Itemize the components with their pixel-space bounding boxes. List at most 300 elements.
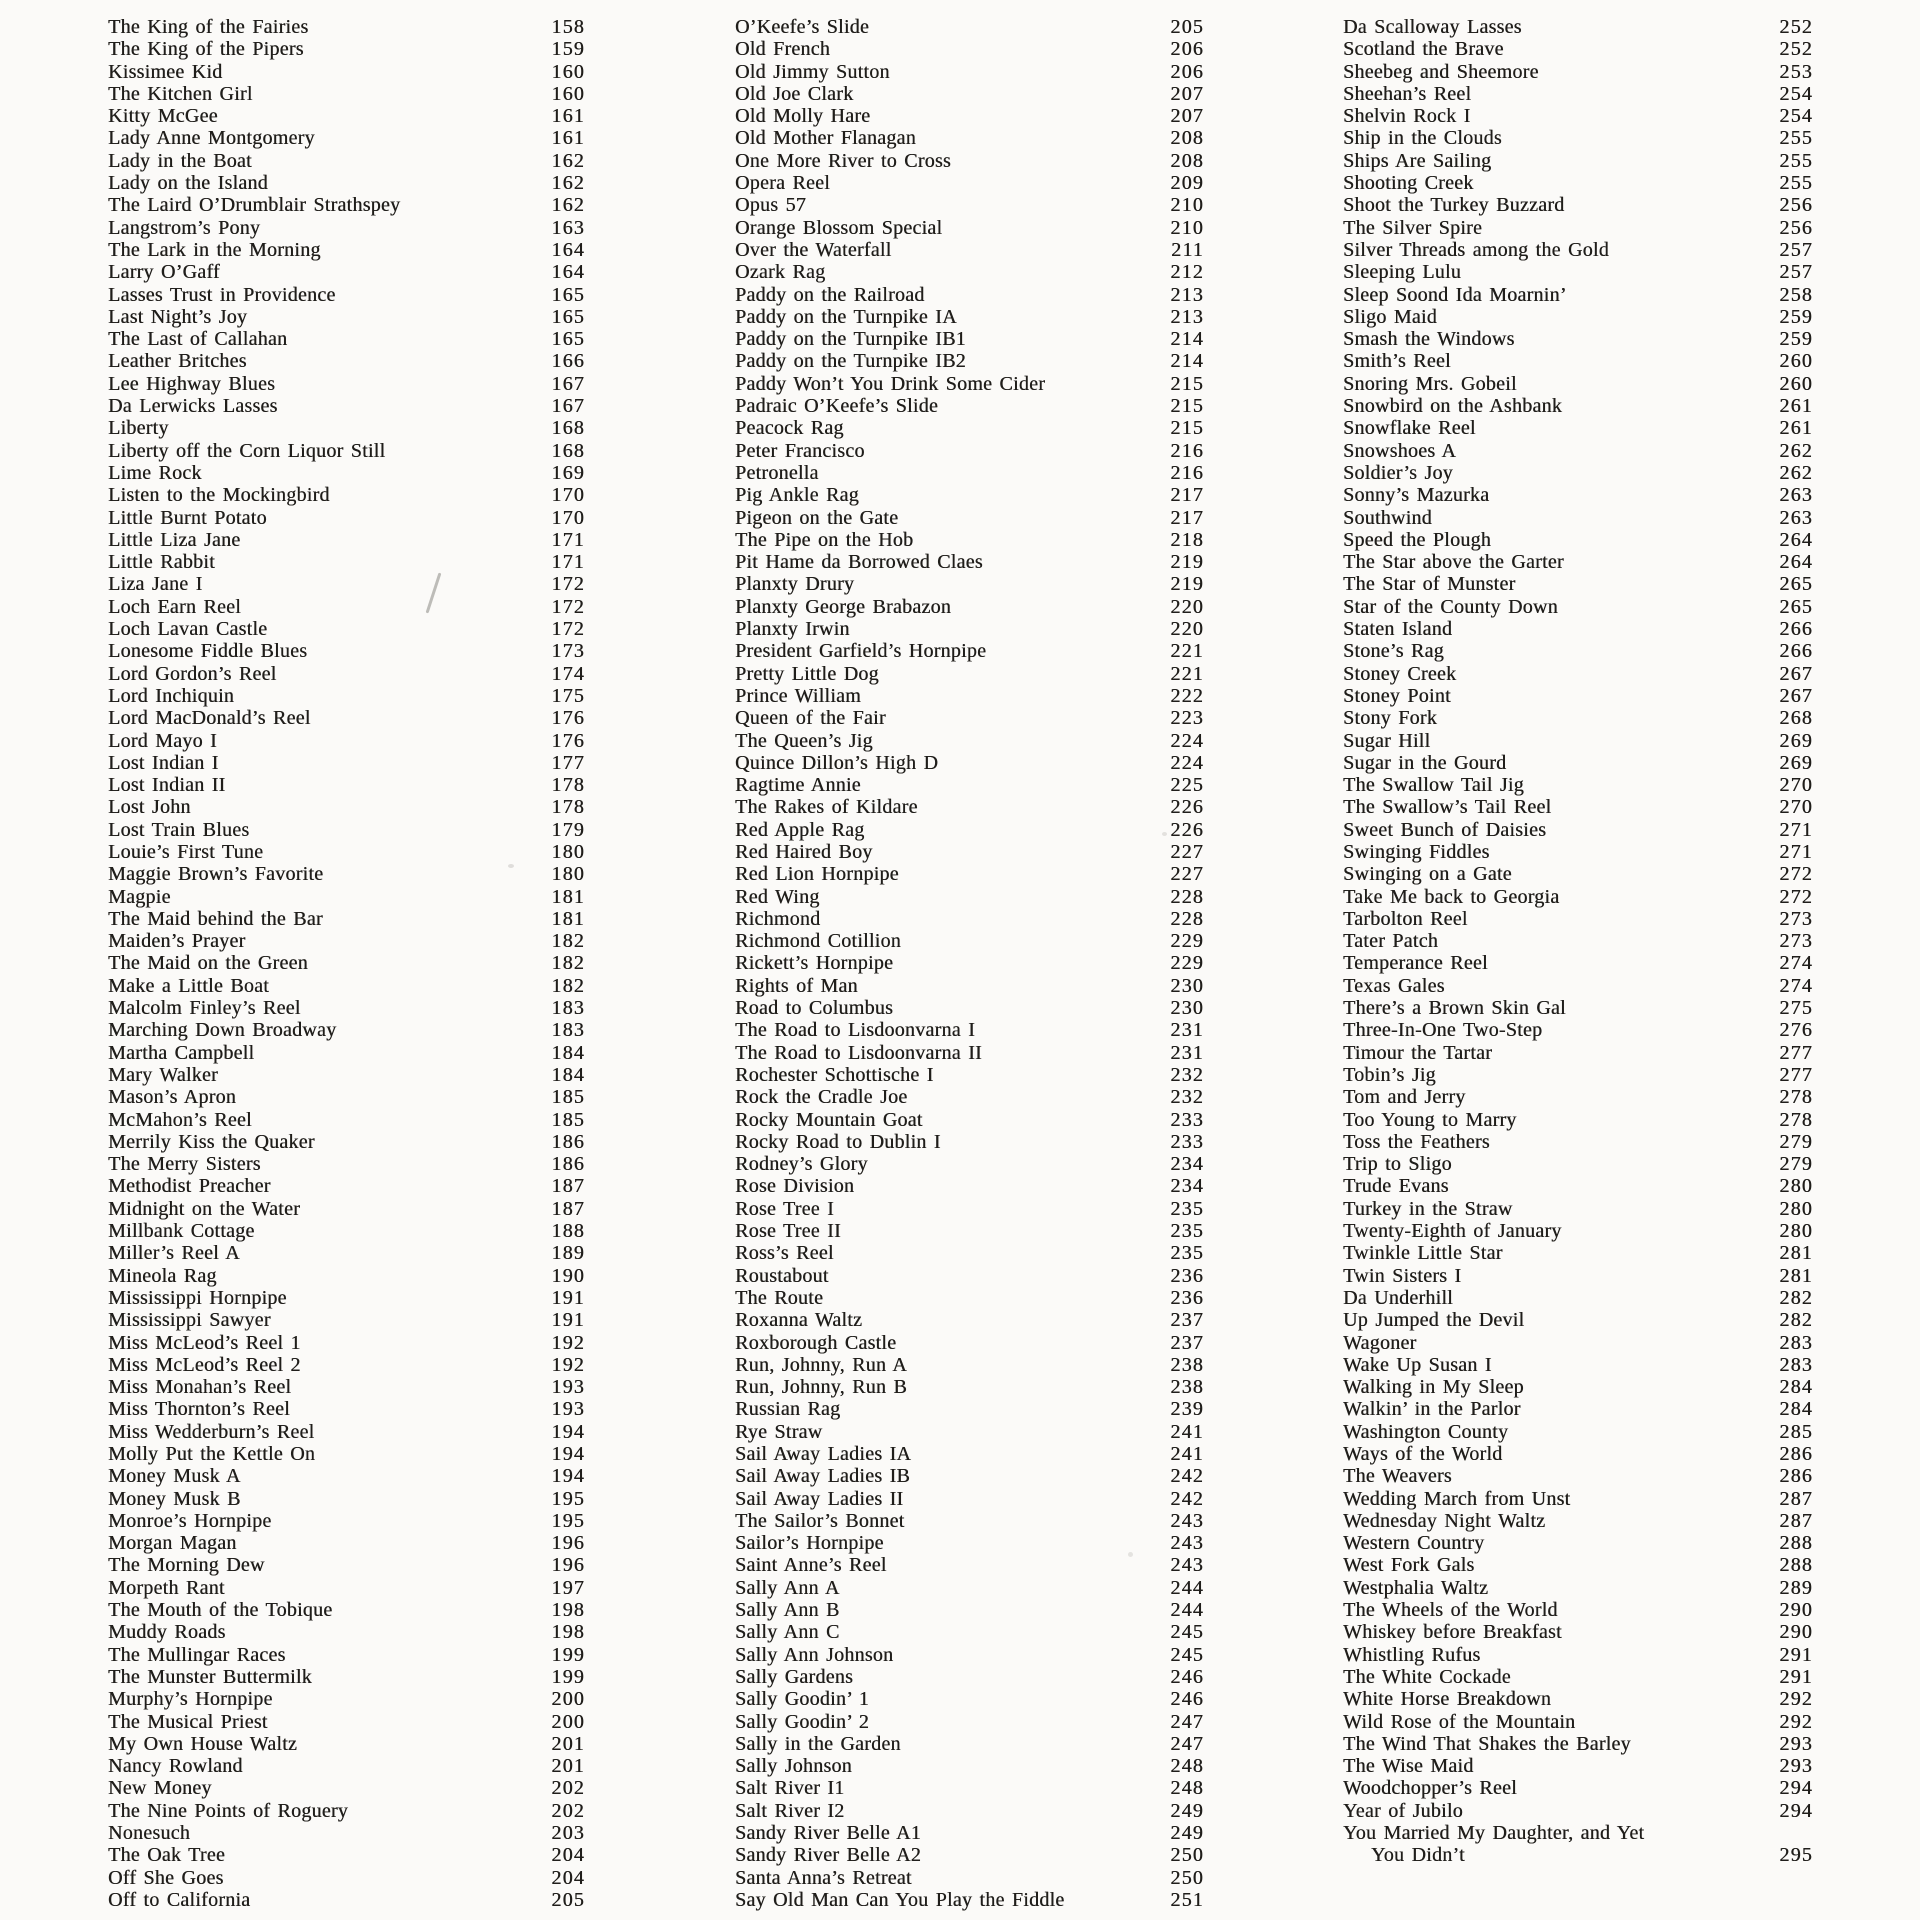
tune-page-number: 183 <box>551 1019 585 1042</box>
tune-title: Miller’s Reel A <box>108 1242 240 1265</box>
index-entry <box>108 1153 585 1175</box>
tune-title: Padraic O’Keefe’s Slide <box>735 395 939 418</box>
index-entry <box>735 105 1204 127</box>
tune-title: Sally in the Garden <box>735 1732 901 1755</box>
tune-title: Lee Highway Blues <box>108 372 276 395</box>
tune-page-number: 267 <box>1779 684 1813 707</box>
index-entry <box>735 663 1204 685</box>
tune-page-number: 163 <box>551 216 585 239</box>
tune-page-number: 237 <box>1170 1331 1204 1354</box>
tune-title: Take Me back to Georgia <box>1343 885 1560 908</box>
tune-page-number: 205 <box>551 1888 585 1911</box>
tune-title: The Maid on the Green <box>108 952 308 975</box>
tune-title: Da Lerwicks Lasses <box>108 395 278 418</box>
tune-page-number: 246 <box>1170 1665 1204 1688</box>
index-entry <box>735 1019 1204 1041</box>
tune-page-number: 294 <box>1779 1777 1813 1800</box>
tune-title: The Sailor’s Bonnet <box>735 1509 905 1532</box>
tune-title: Red Apple Rag <box>735 818 865 841</box>
index-entry <box>735 1867 1204 1889</box>
tune-title: Temperance Reel <box>1343 952 1488 975</box>
index-entry <box>735 529 1204 551</box>
index-entry <box>108 1844 585 1866</box>
index-entry <box>108 350 585 372</box>
tune-page-number: 166 <box>551 350 585 373</box>
index-entry <box>735 1354 1204 1376</box>
tune-title: Ragtime Annie <box>735 774 861 797</box>
index-entry <box>1343 640 1813 662</box>
index-entry <box>1343 1711 1813 1733</box>
tune-title: Sail Away Ladies IB <box>735 1465 910 1488</box>
tune-title: Toss the Feathers <box>1343 1130 1490 1153</box>
tune-title: Sally Ann A <box>735 1576 840 1599</box>
tune-title: Say Old Man Can You Play the Fiddle <box>735 1888 1065 1911</box>
tune-title: Old Mother Flanagan <box>735 127 916 150</box>
tune-title: Last Night’s Joy <box>108 305 248 328</box>
tune-title: Malcolm Finley’s Reel <box>108 997 301 1020</box>
index-entry <box>735 774 1204 796</box>
tune-page-number: 234 <box>1170 1175 1204 1198</box>
index-entry <box>735 38 1204 60</box>
tune-page-number: 282 <box>1779 1309 1813 1332</box>
index-entry <box>735 1688 1204 1710</box>
index-entry <box>108 1086 585 1108</box>
index-entry <box>1343 952 1813 974</box>
tune-page-number: 275 <box>1779 997 1813 1020</box>
tune-page-number: 162 <box>551 149 585 172</box>
index-entry <box>1343 462 1813 484</box>
index-entry <box>108 194 585 216</box>
tune-title: The Swallow Tail Jig <box>1343 774 1524 797</box>
tune-title: Three-In-One Two-Step <box>1343 1019 1543 1042</box>
tune-page-number: 283 <box>1779 1353 1813 1376</box>
tune-page-number: 224 <box>1170 729 1204 752</box>
index-entry <box>1343 1733 1813 1755</box>
tune-page-number: 193 <box>551 1398 585 1421</box>
tune-title: Twin Sisters I <box>1343 1264 1462 1287</box>
index-entry <box>735 328 1204 350</box>
tune-title: Walkin’ in the Parlor <box>1343 1398 1521 1421</box>
tune-title: Rocky Mountain Goat <box>735 1108 923 1131</box>
tune-title: Nancy Rowland <box>108 1755 243 1778</box>
tune-page-number: 285 <box>1779 1420 1813 1443</box>
index-entry <box>735 707 1204 729</box>
index-entry <box>1343 1265 1813 1287</box>
tune-title: Soldier’s Joy <box>1343 461 1453 484</box>
tune-page-number: 288 <box>1779 1554 1813 1577</box>
tune-page-number: 195 <box>551 1509 585 1532</box>
tune-title: Off She Goes <box>108 1866 224 1889</box>
tune-page-number: 231 <box>1170 1041 1204 1064</box>
tune-page-number: 261 <box>1779 395 1813 418</box>
index-entry <box>1343 1800 1813 1822</box>
index-entry <box>1343 1755 1813 1777</box>
tune-title: Sheebeg and Sheemore <box>1343 60 1539 83</box>
tune-title: The Route <box>735 1286 824 1309</box>
tune-page-number: 237 <box>1170 1309 1204 1332</box>
tune-title: The White Cockade <box>1343 1665 1511 1688</box>
tune-page-number: 199 <box>551 1665 585 1688</box>
index-entry <box>735 1064 1204 1086</box>
tune-page-number: 294 <box>1779 1799 1813 1822</box>
tune-title: West Fork Gals <box>1343 1554 1475 1577</box>
index-entry <box>1343 774 1813 796</box>
tune-title: Tom and Jerry <box>1343 1086 1466 1109</box>
index-entry <box>735 908 1204 930</box>
index-entry <box>1343 350 1813 372</box>
index-entry <box>735 1510 1204 1532</box>
tune-page-number: 165 <box>551 328 585 351</box>
tune-title: Liberty off the Corn Liquor Still <box>108 439 386 462</box>
tune-title: Sligo Maid <box>1343 305 1437 328</box>
tune-page-number: 178 <box>551 774 585 797</box>
tune-title: Shoot the Turkey Buzzard <box>1343 194 1565 217</box>
tune-page-number: 189 <box>551 1242 585 1265</box>
tune-page-number: 269 <box>1779 729 1813 752</box>
tune-page-number: 219 <box>1170 573 1204 596</box>
index-entry <box>1343 38 1813 60</box>
index-entry <box>108 462 585 484</box>
tune-page-number: 207 <box>1170 105 1204 128</box>
index-entry <box>108 1175 585 1197</box>
tune-page-number: 295 <box>1779 1844 1813 1867</box>
scan-speck <box>1162 832 1167 836</box>
index-entry <box>108 1109 585 1131</box>
index-entry <box>108 573 585 595</box>
index-entry <box>735 1889 1204 1911</box>
tune-title: Snowshoes A <box>1343 439 1457 462</box>
tune-page-number: 232 <box>1170 1086 1204 1109</box>
tune-page-number: 256 <box>1779 216 1813 239</box>
index-entry <box>108 1889 585 1911</box>
tune-title: Sweet Bunch of Daisies <box>1343 818 1547 841</box>
index-entry <box>735 886 1204 908</box>
tune-title: Wedding March from Unst <box>1343 1487 1571 1510</box>
tune-page-number: 200 <box>551 1688 585 1711</box>
index-entry <box>735 440 1204 462</box>
tune-title: Woodchopper’s Reel <box>1343 1777 1517 1800</box>
tune-title: Planxty Drury <box>735 573 855 596</box>
tune-title: The Morning Dew <box>108 1554 265 1577</box>
tune-title: Kitty McGee <box>108 105 218 128</box>
index-entry <box>108 952 585 974</box>
index-entry <box>735 1577 1204 1599</box>
tune-title: Money Musk A <box>108 1465 241 1488</box>
tune-title: Trip to Sligo <box>1343 1153 1452 1176</box>
tune-page-number: 242 <box>1170 1487 1204 1510</box>
index-entry <box>1343 172 1813 194</box>
index-entry <box>1343 1443 1813 1465</box>
index-entry <box>108 997 585 1019</box>
tune-page-number: 215 <box>1170 417 1204 440</box>
index-entry <box>108 730 585 752</box>
index-entry <box>735 730 1204 752</box>
index-entry <box>108 841 585 863</box>
tune-page-number: 265 <box>1779 573 1813 596</box>
tune-page-number: 262 <box>1779 439 1813 462</box>
tune-title: Rights of Man <box>735 974 858 997</box>
tune-page-number: 241 <box>1170 1420 1204 1443</box>
tune-title: Rose Tree I <box>735 1197 834 1220</box>
tune-title: Make a Little Boat <box>108 974 270 997</box>
tune-page-number: 280 <box>1779 1175 1813 1198</box>
tune-page-number: 165 <box>551 283 585 306</box>
tune-page-number: 239 <box>1170 1398 1204 1421</box>
index-entry <box>735 796 1204 818</box>
tune-page-number: 254 <box>1779 105 1813 128</box>
tune-page-number: 271 <box>1779 818 1813 841</box>
tune-title: The Mullingar Races <box>108 1643 286 1666</box>
tune-title: Salt River I1 <box>735 1777 845 1800</box>
tune-page-number: 278 <box>1779 1108 1813 1131</box>
tune-page-number: 214 <box>1170 328 1204 351</box>
tune-title: Loch Lavan Castle <box>108 618 268 641</box>
tune-title: Rocky Road to Dublin I <box>735 1130 941 1153</box>
index-entry <box>108 507 585 529</box>
index-entry <box>735 350 1204 372</box>
index-entry <box>735 1242 1204 1264</box>
tune-title: Lady Anne Montgomery <box>108 127 315 150</box>
index-entry <box>1343 1532 1813 1554</box>
tune-title: Planxty George Brabazon <box>735 595 951 618</box>
index-entry <box>1343 1354 1813 1376</box>
index-entry <box>1343 83 1813 105</box>
index-entry <box>735 1309 1204 1331</box>
index-entry <box>735 1733 1204 1755</box>
tune-page-number: 277 <box>1779 1041 1813 1064</box>
tune-title: Sally Johnson <box>735 1755 852 1778</box>
tune-page-number: 281 <box>1779 1264 1813 1287</box>
tune-title: Old French <box>735 38 831 61</box>
tune-title: Pretty Little Dog <box>735 662 879 685</box>
index-entry <box>108 1198 585 1220</box>
tune-title: Lonesome Fiddle Blues <box>108 640 308 663</box>
index-column-3 <box>1343 16 1813 1867</box>
tune-title: President Garfield’s Hornpipe <box>735 640 987 663</box>
tune-page-number: 235 <box>1170 1197 1204 1220</box>
tune-page-number: 257 <box>1779 238 1813 261</box>
index-column-1 <box>108 16 585 1911</box>
index-entry <box>1343 1822 1813 1844</box>
tune-page-number: 216 <box>1170 439 1204 462</box>
tune-title: Salt River I2 <box>735 1799 845 1822</box>
tune-page-number: 175 <box>551 684 585 707</box>
index-entry <box>735 395 1204 417</box>
index-entry <box>108 1621 585 1643</box>
tune-title: New Money <box>108 1777 212 1800</box>
index-entry <box>108 886 585 908</box>
index-entry <box>1343 752 1813 774</box>
tune-page-number: 286 <box>1779 1443 1813 1465</box>
tune-page-number: 242 <box>1170 1465 1204 1488</box>
index-entry <box>735 1465 1204 1487</box>
index-entry <box>108 417 585 439</box>
tune-page-number: 258 <box>1779 283 1813 306</box>
tune-page-number: 181 <box>551 907 585 930</box>
index-entry <box>108 1287 585 1309</box>
tune-title: The Swallow’s Tail Reel <box>1343 796 1552 819</box>
tune-page-number: 161 <box>551 105 585 128</box>
tune-page-number: 170 <box>551 506 585 529</box>
scan-speck <box>508 864 514 868</box>
tune-title: Paddy on the Railroad <box>735 283 925 306</box>
tune-title: Up Jumped the Devil <box>1343 1309 1525 1332</box>
tune-page-number: 206 <box>1170 38 1204 61</box>
tune-title: Stoney Creek <box>1343 662 1457 685</box>
scan-speck <box>1128 1552 1133 1557</box>
tune-page-number: 205 <box>1170 16 1204 38</box>
index-entry <box>108 1220 585 1242</box>
tune-page-number: 217 <box>1170 506 1204 529</box>
index-entry <box>108 752 585 774</box>
tune-title: Lord Gordon’s Reel <box>108 662 277 685</box>
tune-page-number: 268 <box>1779 707 1813 730</box>
tune-page-number: 246 <box>1170 1688 1204 1711</box>
tune-title: Road to Columbus <box>735 997 894 1020</box>
index-entry <box>1343 150 1813 172</box>
tune-page-number: 269 <box>1779 751 1813 774</box>
tune-page-number: 293 <box>1779 1732 1813 1755</box>
tune-page-number: 290 <box>1779 1621 1813 1644</box>
index-entry <box>108 1532 585 1554</box>
tune-title: Paddy on the Turnpike IB2 <box>735 350 966 373</box>
index-entry <box>735 1287 1204 1309</box>
index-entry <box>108 529 585 551</box>
tune-page-number: 273 <box>1779 907 1813 930</box>
tune-page-number: 274 <box>1779 974 1813 997</box>
tune-title: Sandy River Belle A1 <box>735 1822 921 1845</box>
tune-page-number: 257 <box>1779 261 1813 284</box>
tune-title: Monroe’s Hornpipe <box>108 1509 272 1532</box>
index-entry <box>1343 1844 1813 1866</box>
tune-title: Sheehan’s Reel <box>1343 82 1472 105</box>
tune-title: Sleep Soond Ida Moarnin’ <box>1343 283 1567 306</box>
tune-page-number: 194 <box>551 1443 585 1465</box>
index-entry <box>108 1488 585 1510</box>
tune-page-number: 169 <box>551 461 585 484</box>
tune-title: Twenty-Eighth of January <box>1343 1220 1562 1243</box>
tune-page-number: 236 <box>1170 1264 1204 1287</box>
index-entry <box>735 239 1204 261</box>
tune-title: Over the Waterfall <box>735 238 892 261</box>
tune-page-number: 186 <box>551 1153 585 1176</box>
index-entry <box>1343 373 1813 395</box>
tune-title: The Silver Spire <box>1343 216 1483 239</box>
tune-title: Little Liza Jane <box>108 528 241 551</box>
tune-title: Sally Ann B <box>735 1599 840 1622</box>
tune-page-number: 250 <box>1170 1844 1204 1867</box>
index-entry <box>735 863 1204 885</box>
tune-page-number: 191 <box>551 1286 585 1309</box>
tune-title: The Road to Lisdoonvarna I <box>735 1019 975 1042</box>
tune-page-number: 173 <box>551 640 585 663</box>
index-entry <box>108 1465 585 1487</box>
tune-title: Snowflake Reel <box>1343 417 1476 440</box>
index-entry <box>1343 529 1813 551</box>
index-entry <box>735 997 1204 1019</box>
index-entry <box>735 1644 1204 1666</box>
index-entry <box>1343 596 1813 618</box>
tune-page-number: 164 <box>551 261 585 284</box>
index-entry <box>108 395 585 417</box>
tune-page-number: 217 <box>1170 484 1204 507</box>
index-entry <box>735 462 1204 484</box>
tune-page-number: 264 <box>1779 551 1813 574</box>
tune-title: Miss McLeod’s Reel 2 <box>108 1353 301 1376</box>
index-entry <box>1343 507 1813 529</box>
index-entry <box>108 217 585 239</box>
tune-page-number: 244 <box>1170 1576 1204 1599</box>
index-column-2 <box>735 16 1204 1911</box>
tune-page-number: 251 <box>1170 1888 1204 1911</box>
tune-page-number: 248 <box>1170 1777 1204 1800</box>
tune-page-number: 172 <box>551 573 585 596</box>
tune-title: Ship in the Clouds <box>1343 127 1502 150</box>
tune-title: Twinkle Little Star <box>1343 1242 1503 1265</box>
index-entry <box>108 1599 585 1621</box>
tune-title: Maiden’s Prayer <box>108 930 246 953</box>
tune-title: Miss Thornton’s Reel <box>108 1398 290 1421</box>
index-entry <box>735 61 1204 83</box>
index-entry <box>108 328 585 350</box>
tune-title: Ozark Rag <box>735 261 826 284</box>
tune-page-number: 202 <box>551 1799 585 1822</box>
tune-page-number: 162 <box>551 194 585 217</box>
index-entry <box>735 551 1204 573</box>
tune-page-number: 172 <box>551 595 585 618</box>
tune-title: Orange Blossom Special <box>735 216 943 239</box>
tune-title: The King of the Fairies <box>108 16 309 38</box>
tune-title: Sailor’s Hornpipe <box>735 1532 884 1555</box>
tune-title: Queen of the Fair <box>735 707 886 730</box>
index-entry <box>1343 417 1813 439</box>
index-entry <box>735 1822 1204 1844</box>
tune-title: Sugar Hill <box>1343 729 1431 752</box>
index-entry <box>108 1867 585 1889</box>
index-entry <box>735 1086 1204 1108</box>
index-entry <box>1343 1332 1813 1354</box>
index-entry <box>735 1599 1204 1621</box>
index-entry <box>108 1577 585 1599</box>
tune-title: Roxanna Waltz <box>735 1309 863 1332</box>
index-entry <box>1343 306 1813 328</box>
tune-title: Listen to the Mockingbird <box>108 484 330 507</box>
index-entry <box>735 16 1204 38</box>
tune-page-number: 215 <box>1170 372 1204 395</box>
tune-title: Smith’s Reel <box>1343 350 1451 373</box>
tune-title: Lost John <box>108 796 191 819</box>
tune-page-number: 197 <box>551 1576 585 1599</box>
tune-title: O’Keefe’s Slide <box>735 16 870 38</box>
index-entry <box>1343 573 1813 595</box>
index-entry <box>1343 1287 1813 1309</box>
index-entry <box>735 1443 1204 1465</box>
index-entry <box>1343 1153 1813 1175</box>
tune-page-number: 232 <box>1170 1063 1204 1086</box>
tune-page-number: 287 <box>1779 1487 1813 1510</box>
index-entry <box>735 1711 1204 1733</box>
tune-title: Maggie Brown’s Favorite <box>108 863 324 886</box>
tune-title: Ships Are Sailing <box>1343 149 1492 172</box>
tune-page-number: 266 <box>1779 640 1813 663</box>
tune-page-number: 255 <box>1779 172 1813 195</box>
tune-title: My Own House Waltz <box>108 1732 298 1755</box>
tune-page-number: 292 <box>1779 1710 1813 1733</box>
tune-title: The Wheels of the World <box>1343 1599 1558 1622</box>
tune-title: Lord Mayo I <box>108 729 217 752</box>
tune-page-number: 238 <box>1170 1376 1204 1399</box>
tune-title: Paddy on the Turnpike IB1 <box>735 328 966 351</box>
